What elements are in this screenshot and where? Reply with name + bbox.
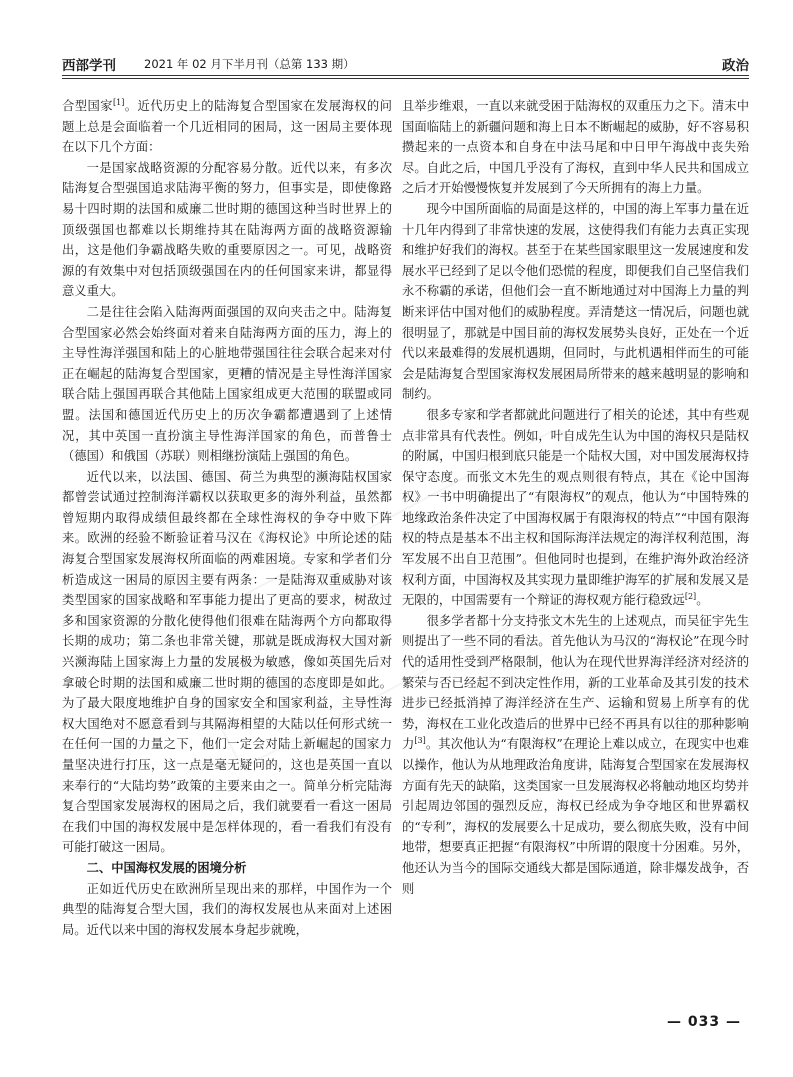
citation-ref: [1] [112,97,125,107]
issue-info: 2021 年 02 月下半月刊（总第 133 期） [144,57,355,71]
paragraph-tail: 。其次他认为“有限海权”在理论上难以成立，在现实中也难以操作，他认为从地理政治角度讲，陆海复合型国家在发展海权方面有先天的缺陷，这类国家一旦发展海权必将触动地区均势并引起周边邻国的强烈反应，海权已经成为争夺地区和世界霸权的“专利”，海权的发展要么十足成功，要么彻底失败，没有中间地带，想要真正把握“有限海权”中所谓的限度十分困难。另外，他还认为当今的国际交通线大都是国际通道，除非爆发战争，否则 [402,737,749,896]
section-heading [62,858,392,879]
paragraph [402,611,749,899]
paragraph [402,405,749,611]
section-label: 政治 [722,58,749,74]
header-rule [62,75,749,76]
right-column [402,96,749,899]
paragraph [62,158,392,302]
paragraph-tail: 。 [696,593,709,608]
paragraph [62,467,392,858]
paragraph [62,302,392,467]
header-rule-thin [62,78,749,79]
paragraph-text: 正如近代历史在欧洲所呈现出来的那样，中国作为一个典型的陆海复合型大国，我们的海权发展也从来面对上述困局。近代以来中国的海权发展本身起步就晚， [62,881,392,937]
paragraph [402,96,749,199]
paragraph [402,199,749,405]
running-header [62,52,749,74]
paragraph [62,879,392,941]
paragraph-tail: 。近代历史上的陆海复合型国家在发展海权的问题上总是会面临着一个几近相同的困局，这一困局主要体现在以下几个方面： [62,99,392,155]
paragraph-text: 很多专家和学者都就此问题进行了相关的论述，其中有些观点非常具有代表性。例如，叶自成先生认为中国的海权只是陆权的附属，中国归根到底只能是一个陆权大国，对中国发展海权持保守态度。而张文木先生的观点则很有特点，其在《论中国海权》一书中明确提出了“有限海权”的观点，他认为“中国特殊的地缘政治条件决定了中国海权属于有限海权的特点”“中国有限海权的特点是基本不出主权和国际海洋法规定的海洋权利范围，海军发展不出自卫范围”。但他同时也提到，在维护海外政治经济权利方面，中国海权及其实现力量即维护海军的扩展和发展又是无限的，中国需要有一个辩证的海权观方能行稳致远 [402,407,749,608]
paragraph-text: 近代以来，以法国、德国、荷兰为典型的濒海陆权国家都曾尝试通过控制海洋霸权以获取更多的海外利益，虽然都曾短期内取得成绩但最终都在全球性海权的争夺中败下阵来。欧洲的经验不断验证着马汉在《海权论》中所论述的陆海复合型国家发展海权所面临的两难困境。专家和学者们分析造成这一困局的原因主要有两条：一是陆海双重威胁对该类型国家的国家战略和军事能力提出了更高的要求，树敌过多和国家资源的分散化使得他们很难在陆海两个方向都取得长期的成功；第二条也非常关键，那就是既成海权大国对新兴濒海陆上国家海上力量的发展极为敏感，像如英国先后对拿破仑时期的法国和威廉二世时期的德国的态度即是如此。为了最大限度地维护自身的国家安全和国家利益，主导性海权大国绝对不愿意看到与其隔海相望的大陆以任何形式统一在任何一国的力量之下，他们一定会对陆上新崛起的国家力量坚决进行打压，这一点是毫无疑问的，这也是英国一直以来奉行的“大陆均势”政策的主要来由之一。简单分析完陆海复合型国家发展海权的困局之后，我们就要看一看这一困局在我们中国的海权发展中是怎样体现的，看一看我们有没有可能打破这一困局。 [62,469,392,855]
paragraph-text: 二是往往会陷入陆海两面强国的双向夹击之中。陆海复合型国家必然会始终面对着来自陆海两方面的压力，海上的主导性海洋强国和陆上的心脏地带强国往往会联合起来对付正在崛起的陆海复合型国家，更糟的情况是主导性海洋国家联合陆上强国再联合其他陆上国家组成更大范围的联盟或同盟。法国和德国近代历史上的历次争霸都遭遇到了上述情况，其中英国一直扮演主导性海洋国家的角色，而普鲁士（德国）和俄国（苏联）则相继扮演陆上强国的角色。 [62,304,392,464]
journal-title: 西部学刊 [62,58,116,74]
paragraph-text: 现今中国所面临的局面是这样的，中国的海上军事力量在近十几年内得到了非常快速的发展，这使得我们有能力去真正实现和维护好我们的海权。甚至于在某些国家眼里这一发展速度和发展水平已经到了足以令他们恐慌的程度，即便我们自己坚信我们永不称霸的承诺，但他们会一直不断地通过对中国海上力量的判断来评估中国对他们的威胁程度。弄清楚这一情况后，问题也就很明显了，那就是中国目前的海权发展势头良好，正处在一个近代以来最难得的发展机遇期，但同时，与此机遇相伴而生的可能会是陆海复合型国家海权发展困局所带来的越来越明显的影响和制约。 [402,201,749,402]
citation-ref: [3] [414,736,426,746]
paragraph [62,96,392,158]
paragraph-text: 且举步维艰，一直以来就受困于陆海权的双重压力之下。清末中国面临陆上的新疆问题和海上日本不断崛起的威胁，好不容易积攒起来的一点资本和自身在中法马尾和中日甲午海战中丧失殆尽。自此之后，中国几乎没有了海权，直到中华人民共和国成立之后才开始慢慢恢复并发展到了今天所拥有的海上力量。 [402,99,749,196]
paragraph-text: 合型国家 [62,99,113,113]
page-number: — 033 — [667,1014,741,1030]
paragraph-text: 一是国家战略资源的分配容易分散。近代以来，有多次陆海复合型强国追求陆海平衡的努力，但事实是，即使像路易十四时期的法国和威廉二世时期的德国这种当时世界上的顶级强国也都难以长期维持其在陆海两方面的战略资源输出，这是他们争霸战略失败的重要原因之一。可见，战略资源的有效集中对包括顶级强国在内的任何国家来讲，都显得意义重大。 [62,160,392,299]
left-column [62,96,392,940]
paragraph-text: 很多学者都十分支持张文木先生的上述观点，而吴征宇先生则提出了一些不同的看法。首先他认为马汉的“海权论”在现今时代的适用性受到严格限制，他认为在现代世界海洋经济对经济的繁荣与否已经起不到决定性作用，新的工业革命及其引发的技术进步已经抵消掉了海洋经济在生产、运输和贸易上所享有的优势，海权在工业化改造后的世界中已经不再具有以往的那种影响力 [402,613,749,752]
paragraph-text: 二、中国海权发展的困境分析 [86,860,247,875]
citation-ref: [2] [684,592,697,602]
